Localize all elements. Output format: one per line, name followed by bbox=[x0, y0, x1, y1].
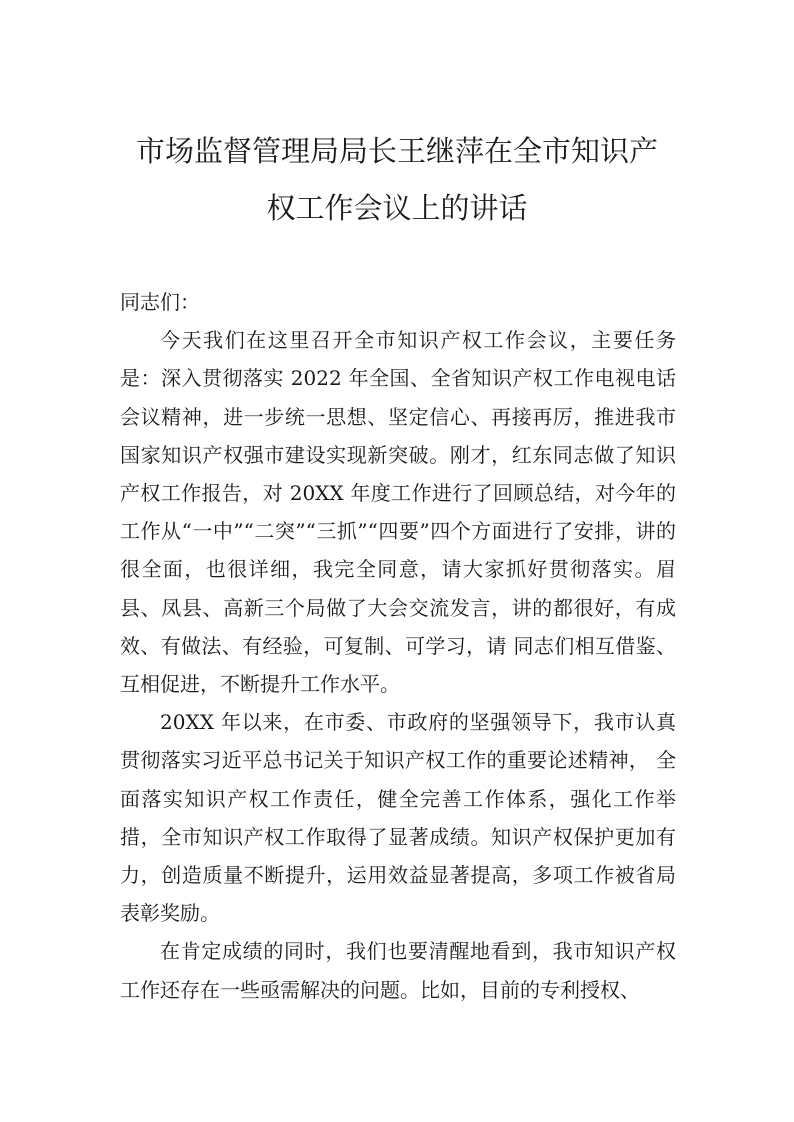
document-title-line-2: 权工作会议上的讲话 bbox=[266, 191, 528, 225]
document-body bbox=[120, 283, 676, 1009]
paragraph-1: 今天我们在这里召开全市知识产权工作会议，主要任务是：深入贯彻落实 2022 年全国、全省知识产权工作电视电话会议精神，进一步统一思想、坚定信心、再接再厉，推进我市国家知识产权强市建设实现新突破。刚才，红东同志做了知识产权工作报告，对 20XX 年度工作进行了回顾总结，对今年的工作从“一中”“二突”“三抓”“四要”四个方面进行了安排，讲的很全面，也很详细，我完全同意，请大家抓好贯彻落实。眉县、凤县、高新三个局做了大会交流发言，讲的都很好，有成效、有做法、有经验，可复制、可学习，请 同志们相互借鉴、互相促进，不断提升工作水平。 bbox=[120, 328, 676, 697]
document-title-line-1: 市场监督管理局局长王继萍在全市知识产 bbox=[135, 134, 658, 168]
greeting: 同志们： bbox=[120, 290, 200, 314]
paragraph-3: 在肯定成绩的同时，我们也要清醒地看到，我市知识产权工作还存在一些亟需解决的问题。比如，目前的专利授权、 bbox=[120, 939, 676, 1002]
paragraph-2: 20XX 年以来，在市委、市政府的坚强领导下，我市认真贯彻落实习近平总书记关于知识产权工作的重要论述精神， 全面落实知识产权工作责任，健全完善工作体系，强化工作举措，全市知识产权工作取得了显著成绩。知识产权保护更加有力，创造质量不断提升，运用效益显著提高，多项工作被省局表彰奖励。 bbox=[120, 710, 676, 926]
